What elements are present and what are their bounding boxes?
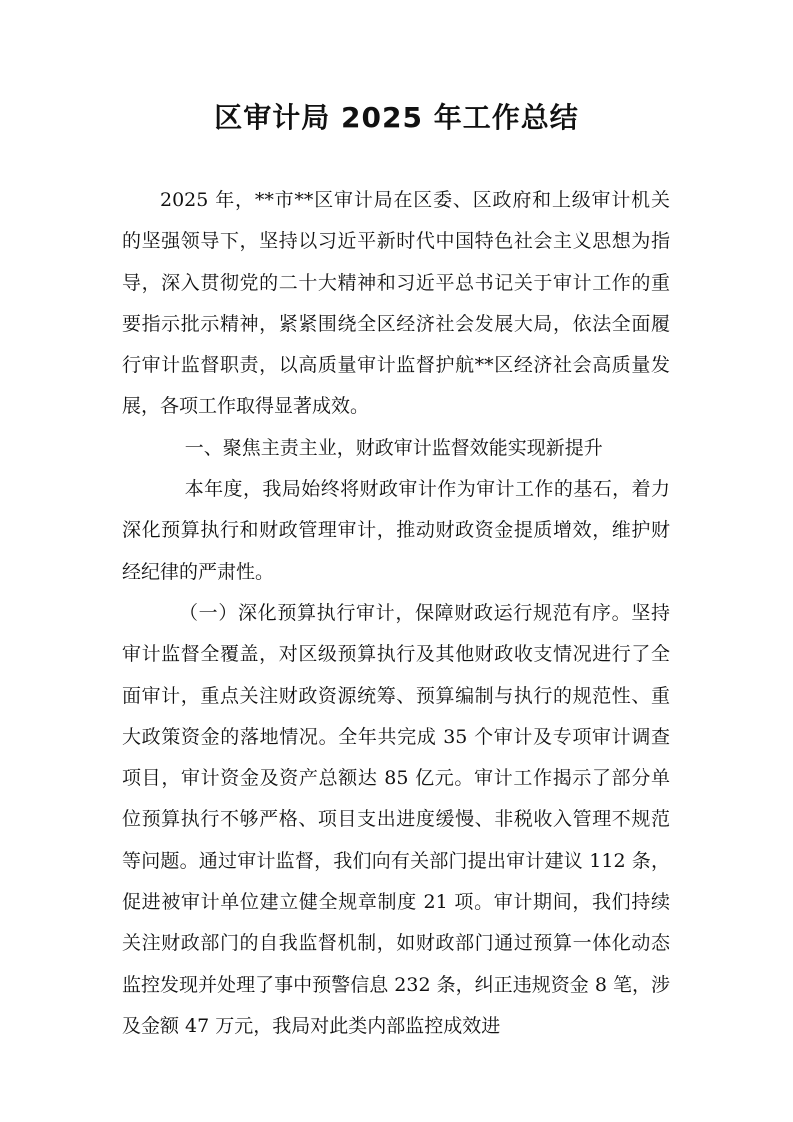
document-body (122, 180, 670, 1047)
subsection-1-paragraph: （一）深化预算执行审计，保障财政运行规范有序。坚持审计监督全覆盖，对区级预算执行及其他财政收支情况进行了全面审计，重点关注财政资源统筹、预算编制与执行的规范性、重大政策资金的落地情况。全年共完成 35 个审计及专项审计调查项目，审计资金及资产总额达 85 亿元。审计工作揭示了部分单位预算执行不够严格、项目支出进度缓慢、非税收入管理不规范等问题。通过审计监督，我们向有关部门提出审计建议 112 条，促进被审计单位建立健全规章制度 21 项。审计期间，我们持续关注财政部门的自我监督机制，如财政部门通过预算一体化动态监控发现并处理了事中预警信息 232 条，纠正违规资金 8 笔，涉及金额 47 万元，我局对此类内部监控成效进 (122, 601, 670, 1037)
section-1-paragraph: 本年度，我局始终将财政审计作为审计工作的基石，着力深化预算执行和财政管理审计，推动财政资金提质增效，维护财经纪律的严肃性。 (122, 478, 670, 583)
section-heading-1: 一、聚焦主责主业，财政审计监督效能实现新提升 (184, 436, 603, 459)
intro-paragraph: 2025 年，**市**区审计局在区委、区政府和上级审计机关的坚强领导下，坚持以习近平新时代中国特色社会主义思想为指导，深入贯彻党的二十大精神和习近平总书记关于审计工作的重要指示批示精神，紧紧围绕全区经济社会发展大局，依法全面履行审计监督职责，以高质量审计监督护航**区经济社会高质量发展，各项工作取得显著成效。 (122, 189, 670, 418)
document-title: 区审计局 2025 年工作总结 (214, 101, 579, 134)
